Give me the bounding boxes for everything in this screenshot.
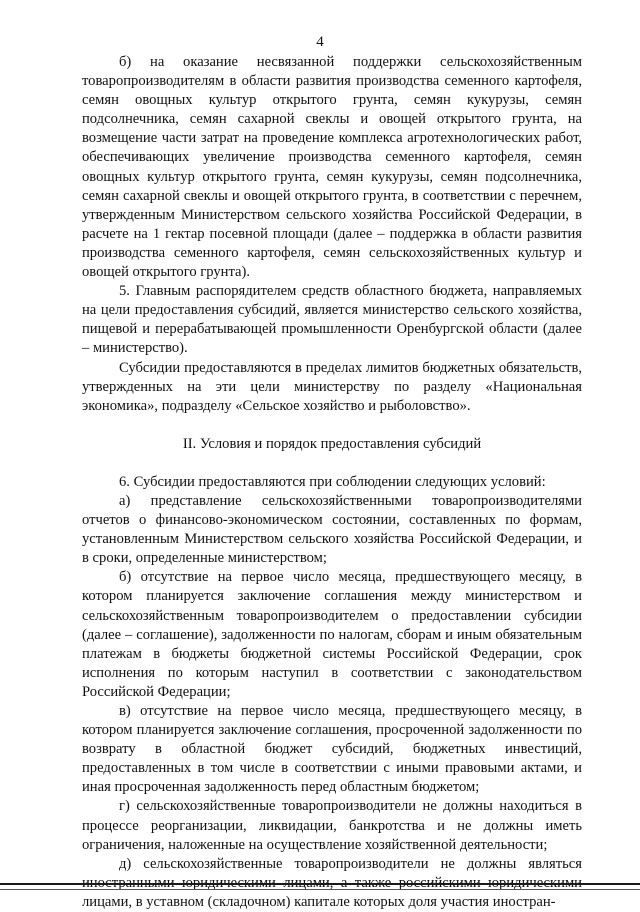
paragraph-subsidy-type-b: б) на оказание несвязанной поддержки сельскохозяйственным товаропроизводителям в области развития производства семенного картофеля, семян овощных культур открытого грунта, семян кукурузы, семян подсолнечника, семян сахарной свеклы и овощей открытого грунта, на возмещение части затрат на проведение комплекса агротехнологических работ, обеспечивающих увеличение производства семенного картофеля, семян овощных культур открытого грунта, семян кукурузы, семян подсолнечника, семян сахарной свеклы и овощей открытого грунта, в соответствии с перечнем, утвержденным Министерством сельского хозяйства Российской Федерации, в расчете на 1 гектар посевной площади (далее – поддержка в области развития производства семенного картофеля, семян сельскохозяйственных культур и овощей открытого грунта). xyxy=(82,54,582,281)
scan-edge-line-thin xyxy=(0,889,640,890)
section-heading: II. Условия и порядок предоставления субсидий xyxy=(182,435,482,452)
scan-edge-line xyxy=(0,883,640,885)
paragraph-budget-limits: Субсидии предоставляются в пределах лимитов бюджетных обязательств, утвержденных на эти цели министерству по разделу «Национальная экономика», подразделу «Сельское хозяйство и рыболовство». xyxy=(82,359,582,414)
page-number: 4 xyxy=(316,34,324,50)
paragraph-condition-g: г) сельскохозяйственные товаропроизводители не должны находиться в процессе реорганизации, ликвидации, банкротства и не должны иметь ограничения, наложенные на осуществление хозяйственной деятельности; xyxy=(82,798,582,853)
paragraph-item-6: 6. Субсидии предоставляются при соблюдении следующих условий: xyxy=(119,473,546,490)
paragraph-condition-d: д) сельскохозяйственные товаропроизводители не должны являться лицами, в уставном (складочном) капитале которых доля участия иностран- xyxy=(82,855,582,910)
paragraph-item-5: 5. Главным распорядителем средств областного бюджета, направляемых на цели предоставления субсидий, является министерство сельского хозяйства, пищевой и перерабатывающей промышленности Оренбургской области (далее – министерство). xyxy=(82,283,582,357)
paragraph-condition-a: а) представление сельскохозяйственными товаропроизводителями отчетов о финансово-экономическом состоянии, составленных по формам, установленным Министерством сельского хозяйства Российской Федерации, и в сроки, определенные министерством; xyxy=(82,492,582,567)
document-body xyxy=(82,53,582,912)
paragraph-condition-v: в) отсутствие на первое число месяца, предшествующего месяцу, в котором планируется заключение соглашения, просроченной задолженности по возврату в областной бюджет субсидий, бюджетных инвестиций, предоставленных в том числе в соответствии с иными правовыми актами, и иная просроченная задолженность перед областным бюджетом; xyxy=(82,703,582,796)
paragraph-condition-b: б) отсутствие на первое число месяца, предшествующего месяцу, в котором планируется заключение соглашения между министерством и сельскохозяйственным товаропроизводителем о предоставлении субсидии (далее – соглашение), задолженности по налогам, сборам и иным обязательным платежам в бюджеты бюджетной системы Российской Федерации, срок исполнения по которым наступил в соответствии с законодательством Российской Федерации; xyxy=(82,569,582,700)
